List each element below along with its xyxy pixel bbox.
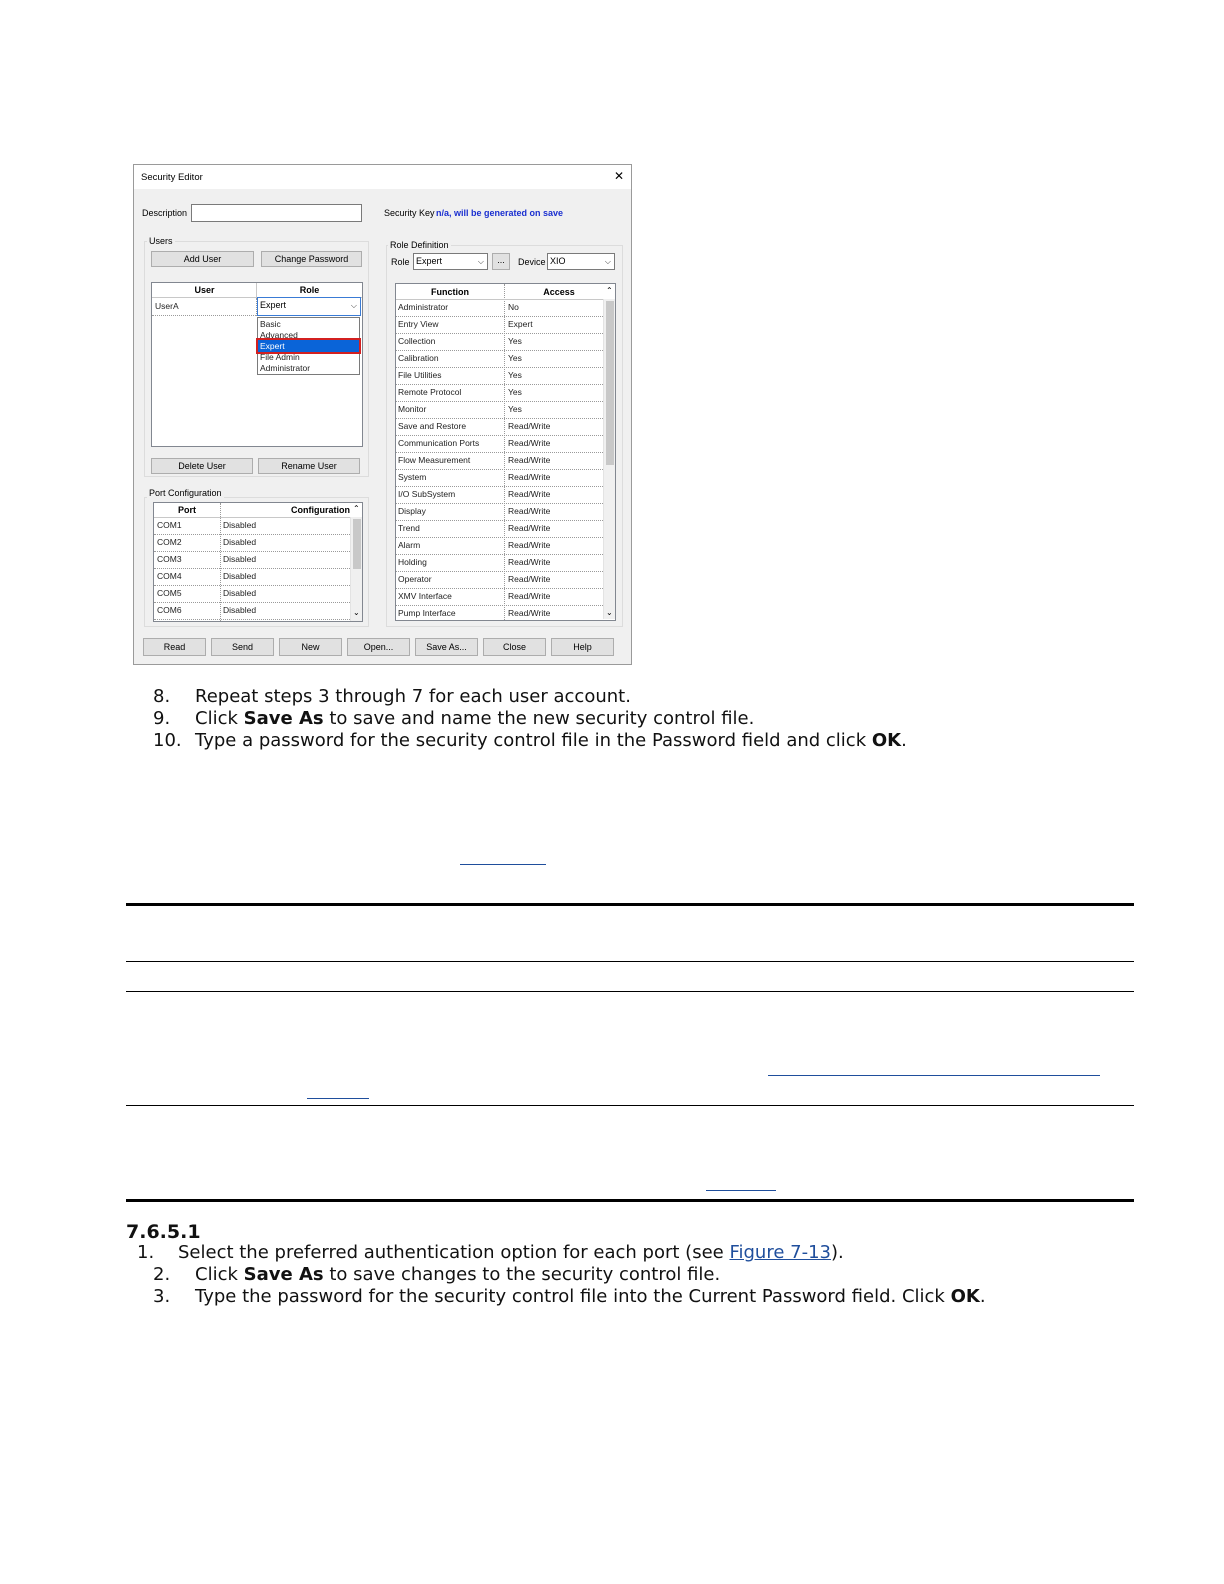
table-row [396, 554, 603, 555]
table-row [396, 367, 603, 368]
function-name[interactable]: File Utilities [398, 370, 442, 380]
users-col-user: User [194, 285, 215, 295]
table-row [396, 605, 603, 606]
link-underline [460, 864, 546, 865]
function-name[interactable]: Administrator [398, 302, 449, 312]
chevron-down-icon: ⌵ [477, 257, 484, 266]
port-table [153, 502, 363, 622]
function-access[interactable]: Read/Write [508, 506, 551, 516]
function-name[interactable]: Alarm [398, 540, 421, 550]
table-row [154, 568, 350, 569]
function-access[interactable]: Yes [508, 387, 522, 397]
table-row [396, 316, 603, 317]
function-access[interactable]: Read/Write [508, 540, 551, 550]
table-row [154, 619, 350, 620]
table-row [396, 503, 603, 504]
function-name[interactable]: Communication Ports [398, 438, 480, 448]
function-name[interactable]: Flow Measurement [398, 455, 471, 465]
table-row [396, 333, 603, 334]
port-config[interactable]: Disabled [223, 520, 257, 530]
table-row [154, 585, 350, 586]
function-access[interactable]: Read/Write [508, 489, 551, 499]
function-name[interactable]: XMV Interface [398, 591, 452, 601]
step-number: 8. [153, 686, 171, 707]
port-col-port: Port [178, 505, 196, 515]
port-config[interactable]: Disabled [223, 605, 257, 615]
change-password-button[interactable]: Change Password [261, 251, 362, 267]
function-access[interactable]: Yes [508, 370, 522, 380]
users-col-role: Role [299, 285, 320, 295]
save-as-button[interactable]: Save As... [415, 638, 478, 656]
table-row [396, 486, 603, 487]
step-number: 9. [153, 708, 171, 729]
link-underline [307, 1098, 369, 1099]
function-access[interactable]: Read/Write [508, 438, 551, 448]
table-row [396, 418, 603, 419]
role-option-expert[interactable]: Expert [260, 341, 285, 351]
figure-link[interactable]: Figure 7-13 [729, 1242, 831, 1263]
function-name[interactable]: Display [398, 506, 426, 516]
function-access[interactable]: Expert [508, 319, 533, 329]
function-col-access: Access [543, 287, 575, 297]
security-key-label: Security Key [384, 208, 435, 218]
function-table [395, 283, 616, 621]
function-name[interactable]: System [398, 472, 427, 482]
function-access[interactable]: No [508, 302, 519, 312]
table-row [396, 469, 603, 470]
step-text: Repeat steps 3 through 7 for each user account. [195, 686, 631, 707]
table-row [154, 551, 350, 552]
open-button[interactable]: Open... [347, 638, 410, 656]
link-underline [768, 1075, 1100, 1076]
function-name[interactable]: I/O SubSystem [398, 489, 456, 499]
function-access[interactable]: Read/Write [508, 557, 551, 567]
title-bar [134, 165, 631, 189]
function-name[interactable]: Pump Interface [398, 608, 456, 618]
function-name[interactable]: Trend [398, 523, 420, 533]
delete-user-button[interactable]: Delete User [151, 458, 253, 474]
section-number: 7.6.5.1 [126, 1221, 201, 1243]
help-button[interactable]: Help [551, 638, 614, 656]
role-option-administrator[interactable]: Administrator [260, 363, 311, 373]
close-button[interactable]: Close [483, 638, 546, 656]
port-config[interactable]: Disabled [223, 554, 257, 564]
table-top-rule [126, 903, 1134, 906]
table-row [396, 571, 603, 572]
function-access[interactable]: Read/Write [508, 523, 551, 533]
device-label: Device [518, 257, 546, 267]
table-row [396, 401, 603, 402]
port-name[interactable]: COM5 [157, 588, 182, 598]
security-key-value: n/a, will be generated on save [436, 208, 564, 218]
step-number: 2. [153, 1264, 171, 1285]
function-name[interactable]: Operator [398, 574, 432, 584]
scroll-up-icon[interactable]: ⌃ [353, 504, 360, 513]
step-text: Click Save As to save and name the new security control file. [195, 708, 755, 729]
step-text: Click Save As to save changes to the security control file. [195, 1264, 721, 1285]
function-name[interactable]: Holding [398, 557, 427, 567]
function-access[interactable]: Yes [508, 336, 522, 346]
table-rule [126, 1105, 1134, 1106]
description-input[interactable] [191, 204, 362, 222]
add-user-button[interactable]: Add User [151, 251, 254, 267]
send-button[interactable]: Send [211, 638, 274, 656]
function-name[interactable]: Remote Protocol [398, 387, 462, 397]
function-access[interactable]: Yes [508, 404, 522, 414]
user-role-select[interactable]: Expert ⌵ [257, 297, 361, 316]
dialog-title: Security Editor [141, 172, 203, 183]
function-name[interactable]: Entry View [398, 319, 439, 329]
function-name[interactable]: Monitor [398, 404, 427, 414]
role-option-file-admin[interactable]: File Admin [260, 352, 300, 362]
function-col-function: Function [431, 287, 469, 297]
port-config[interactable]: Disabled [223, 588, 257, 598]
role-browse-button[interactable]: ... [492, 253, 510, 270]
table-row [154, 602, 350, 603]
read-button[interactable]: Read [143, 638, 206, 656]
table-bottom-rule [126, 1199, 1134, 1202]
function-access[interactable]: Read/Write [508, 421, 551, 431]
table-row [396, 350, 603, 351]
port-name[interactable]: COM4 [157, 571, 182, 581]
close-icon[interactable]: ✕ [614, 169, 625, 183]
port-group-label: Port Configuration [149, 488, 222, 498]
role-label: Role [391, 257, 410, 267]
step-text: Type a password for the security control file in the Password field and click OK. [195, 730, 907, 751]
function-access[interactable]: Read/Write [508, 591, 551, 601]
port-name[interactable]: COM6 [157, 605, 182, 615]
function-access[interactable]: Read/Write [508, 608, 551, 618]
role-option-advanced[interactable]: Advanced [260, 330, 298, 340]
device-select[interactable]: XIO ⌵ [547, 253, 615, 270]
table-rule [126, 991, 1134, 992]
scroll-down-icon[interactable]: ⌄ [353, 608, 360, 617]
port-config[interactable]: Disabled [223, 537, 257, 547]
function-name[interactable]: Calibration [398, 353, 439, 363]
function-access[interactable]: Yes [508, 353, 522, 363]
rename-user-button[interactable]: Rename User [258, 458, 360, 474]
port-scrollbar[interactable] [350, 517, 362, 621]
role-option-basic[interactable]: Basic [260, 319, 281, 329]
table-row [396, 384, 603, 385]
table-row [396, 520, 603, 521]
chevron-down-icon: ⌵ [350, 301, 357, 310]
step-number: 1. [137, 1242, 155, 1263]
port-name[interactable]: COM1 [157, 520, 182, 530]
function-name[interactable]: Collection [398, 336, 436, 346]
function-access[interactable]: Read/Write [508, 574, 551, 584]
port-name[interactable]: COM3 [157, 554, 182, 564]
function-scrollbar[interactable] [603, 299, 615, 619]
function-access[interactable]: Read/Write [508, 472, 551, 482]
description-label: Description [142, 208, 188, 218]
function-name[interactable]: Save and Restore [398, 421, 467, 431]
table-row [396, 452, 603, 453]
function-access[interactable]: Read/Write [508, 455, 551, 465]
role-select[interactable]: Expert ⌵ [413, 253, 488, 270]
chevron-down-icon: ⌵ [604, 257, 611, 266]
table-rule [126, 961, 1134, 962]
new-button[interactable]: New [279, 638, 342, 656]
step-text: Select the preferred authentication option for each port (see Figure 7-13). [178, 1242, 844, 1263]
step-number: 3. [153, 1286, 171, 1307]
role-dropdown-list [257, 317, 360, 375]
security-editor-dialog [133, 164, 632, 665]
scroll-down-icon[interactable]: ⌄ [606, 608, 613, 617]
table-row [396, 537, 603, 538]
table-row [154, 534, 350, 535]
step-text: Type the password for the security control file into the Current Password field. Click OK. [195, 1286, 986, 1307]
port-col-config: Configuration [291, 505, 350, 515]
scroll-up-icon[interactable]: ⌃ [606, 286, 613, 295]
port-name[interactable]: COM2 [157, 537, 182, 547]
link-underline [706, 1190, 776, 1191]
table-row [396, 588, 603, 589]
role-definition-label: Role Definition [390, 240, 449, 250]
port-config[interactable]: Disabled [223, 571, 257, 581]
users-row-user[interactable]: UserA [155, 301, 179, 311]
users-group-label: Users [149, 236, 173, 246]
table-row [396, 435, 603, 436]
step-number: 10. [153, 730, 182, 751]
